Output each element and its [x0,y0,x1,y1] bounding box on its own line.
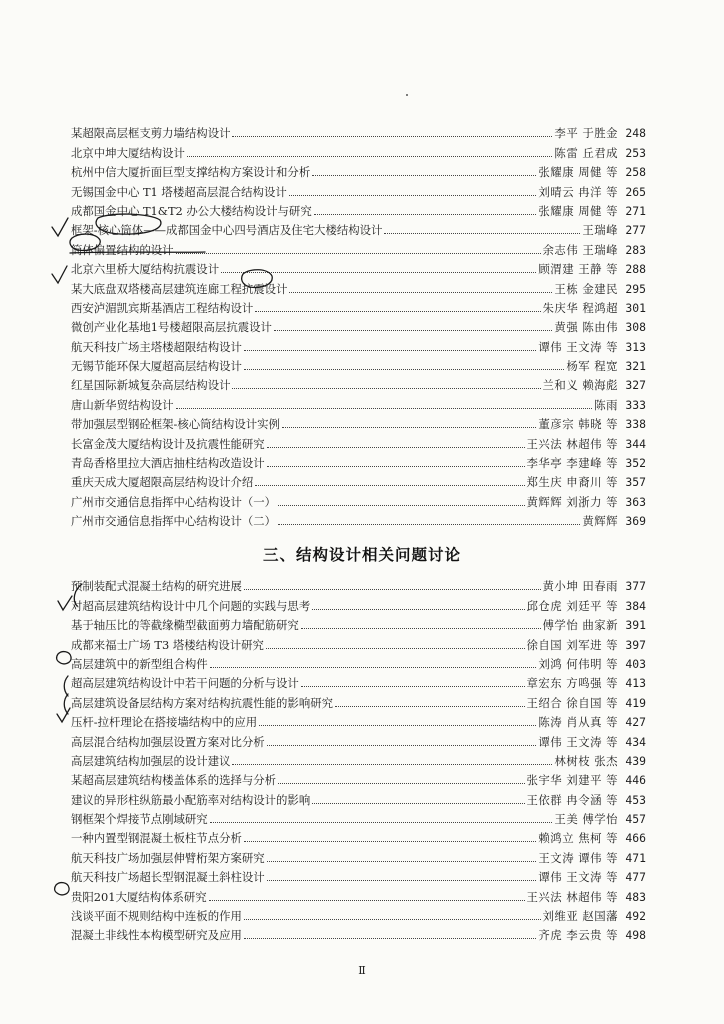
toc-entry[interactable] [71,613,646,632]
entry-title: 北京六里桥大厦结构抗震设计 [71,263,220,277]
entry-page: 333 [625,397,646,412]
entry-authors: 王兴法 林超伟 等 [526,436,618,451]
leader-dots [278,523,580,525]
entry-page: 391 [625,618,646,633]
entry-title: 成都来福士广场 T3 塔楼结构设计研究 [71,638,264,652]
toc-entry[interactable] [71,845,646,864]
leader-dots [266,647,525,649]
entry-authors: 董彦宗 韩晓 等 [538,417,618,432]
toc-entry[interactable] [71,412,646,431]
toc-entry[interactable] [71,470,646,489]
entry-page: 344 [625,436,646,451]
entry-title: 高层混合结构加强层设置方案对比分析 [71,735,265,749]
check-mark-icon [57,708,70,722]
entry-authors: 王兴法 林超伟 等 [526,889,618,904]
leader-dots [335,705,525,707]
entry-authors: 王依群 冉令涵 等 [526,792,618,807]
toc-entry[interactable] [71,671,646,690]
toc-entry[interactable] [71,179,646,198]
entry-authors: 兰和义 赖海彪 [542,378,618,393]
entry-title: 一种内置型钢混凝土板柱节点分析 [71,832,242,846]
entry-title: 某大底盘双塔楼高层建筑连廊工程抗震设计 [71,282,288,296]
entry-authors: 郑生庆 申裔川 等 [526,475,618,490]
entry-authors: 杨军 程宽 [566,359,618,374]
entry-authors: 齐虎 李云贵 等 [538,928,618,943]
toc-entry[interactable] [71,199,646,218]
entry-page: 301 [625,300,646,315]
entry-authors: 刘维亚 赵国藩 [542,909,618,924]
bracket-mark-icon [64,676,68,696]
toc-entry[interactable] [71,140,646,159]
toc-entry[interactable] [71,652,646,671]
entry-title: 微创产业化基地1号楼超限高层抗震设计 [71,321,272,335]
toc-entry[interactable] [71,296,646,315]
toc-entry[interactable] [71,593,646,612]
entry-title: 混凝土非线性本构模型研究及应用 [71,929,242,943]
entry-title: 高层建筑结构加强层的设计建议 [71,754,231,768]
entry-page: 457 [625,812,646,827]
entry-authors: 章宏东 方鸣强 等 [526,676,618,691]
entry-page: 427 [625,715,646,730]
toc-entry[interactable] [71,121,646,140]
entry-title: 广州市交通信息指挥中心结构设计（二） [71,515,277,529]
entry-page: 446 [625,773,646,788]
toc-entry[interactable] [71,807,646,826]
entry-title: 唐山新华贸结构设计 [71,398,174,412]
toc-entry[interactable] [71,768,646,787]
entry-title: 广州市交通信息指挥中心结构设计（一） [71,495,277,509]
entry-authors: 陈雨 [594,397,618,412]
toc-entry[interactable] [71,276,646,295]
leader-dots [209,899,525,901]
leader-dots [267,744,537,746]
entry-authors: 刘鸿 何伟明 等 [538,656,618,671]
toc-entry[interactable] [71,632,646,651]
entry-authors: 李华亭 李建峰 等 [526,456,618,471]
entry-page: 277 [625,223,646,238]
entry-page: 439 [625,753,646,768]
entry-authors: 陈雷 丘君成 [554,145,618,160]
entry-title: 贵阳201大厦结构体系研究 [71,890,207,904]
entry-title: 成都国金中心 T1&T2 办公大楼结构设计与研究 [71,204,312,218]
entry-page: 471 [625,850,646,865]
entry-title: 钢框架个焊接节点刚域研究 [71,813,208,827]
entry-title: 高层建筑中的新型组合构件 [71,657,208,671]
entry-page: 248 [625,126,646,141]
pen-circle-icon [57,652,71,664]
entry-authors: 刘晴云 冉洋 等 [538,184,618,199]
entry-authors: 余志伟 王瑞峰 [542,242,618,257]
entry-page: 419 [625,695,646,710]
entry-title: 某超高层建筑结构楼盖体系的选择与分析 [71,774,277,788]
bracket-mark-icon [64,694,68,714]
toc-entry[interactable] [71,218,646,237]
pen-circle-icon [55,883,69,895]
toc-entry[interactable] [71,923,646,942]
entry-title: 红星国际新城复杂高层结构设计 [71,379,231,393]
entry-authors: 张耀康 周健 等 [538,203,618,218]
entry-authors: 黄强 陈由伟 [554,320,618,335]
leader-dots [232,387,540,389]
entry-authors: 李平 于胜金 [554,126,618,141]
entry-page: 295 [625,281,646,296]
toc-entry[interactable] [71,904,646,923]
entry-authors: 黄辉辉 刘浙力 等 [526,494,618,509]
toc-entry[interactable] [71,729,646,748]
entry-title: 筒体偏置结构的设计 [71,243,174,257]
leader-dots [267,879,537,881]
entry-title: 重庆天成大厦超限高层结构设计介绍 [71,476,254,490]
leader-dots [301,627,541,629]
entry-authors: 顾渭建 王静 等 [538,262,618,277]
entry-page: 338 [625,417,646,432]
toc-entry[interactable] [71,237,646,256]
leader-dots [176,407,593,409]
entry-page: 453 [625,792,646,807]
entry-title: 无锡国金中心 T1 塔楼超高层混合结构设计 [71,185,287,199]
entry-authors: 朱庆华 程鸿超 [542,300,618,315]
toc-list-part-2 [71,574,646,942]
entry-authors: 赖鸿立 焦柯 等 [538,831,618,846]
toc-entry[interactable] [71,865,646,884]
entry-page: 369 [625,514,646,529]
entry-page: 377 [625,579,646,594]
leader-dots [244,349,537,351]
leader-dots [221,271,536,273]
toc-entry[interactable] [71,690,646,709]
entry-title: 航天科技广场主塔楼超限结构设计 [71,340,242,354]
toc-entry[interactable] [71,392,646,411]
leader-dots [187,155,553,157]
entry-title: 浅谈平面不规则结构中连板的作用 [71,910,242,924]
leader-dots [232,763,552,765]
leader-dots [259,724,536,726]
entry-title: 西安泸湄凯宾斯基酒店工程结构设计 [71,301,254,315]
leader-dots [267,446,525,448]
toc-entry[interactable] [71,574,646,593]
entry-title: 航天科技广场加强层伸臂桁架方案研究 [71,851,265,865]
leader-dots [176,252,541,254]
entry-page: 498 [625,928,646,943]
entry-page: 483 [625,889,646,904]
entry-page: 384 [625,598,646,613]
leader-dots [244,937,537,939]
leader-dots [210,821,553,823]
entry-page: 413 [625,676,646,691]
entry-title: 青岛香格里拉大酒店抽柱结构改造设计 [71,457,265,471]
entry-title: 对超高层建筑结构设计中几个问题的实践与思考 [71,599,311,613]
entry-authors: 黄辉辉 [582,514,618,529]
entry-title: 高层建筑设备层结构方案对结构抗震性能的影响研究 [71,696,333,710]
check-mark-icon [52,266,67,283]
entry-authors: 傅学怡 曲家新 [542,618,618,633]
leader-dots [244,588,541,590]
entry-page: 308 [625,320,646,335]
leader-dots [282,426,537,428]
leader-dots [278,782,524,784]
entry-page: 434 [625,734,646,749]
leader-dots [244,840,537,842]
toc-list-part-1 [71,121,646,528]
check-mark-icon [52,218,68,236]
leader-dots [289,194,537,196]
leader-dots [312,608,524,610]
entry-authors: 张宇华 刘建平 等 [526,773,618,788]
entry-title: 航天科技广场超长型钢混凝土斜柱设计 [71,871,265,885]
entry-page: 466 [625,831,646,846]
entry-authors: 徐自国 刘军进 等 [526,637,618,652]
entry-page: 258 [625,165,646,180]
entry-page: 492 [625,909,646,924]
leader-dots [301,685,525,687]
entry-page: 363 [625,494,646,509]
leader-dots [384,232,580,234]
entry-page: 321 [625,359,646,374]
scan-speck [406,94,408,96]
entry-page: 397 [625,637,646,652]
toc-entry[interactable] [71,373,646,392]
entry-authors: 谭伟 王文涛 等 [538,870,618,885]
toc-entry[interactable] [71,509,646,528]
entry-title: 杭州中信大厦折面巨型支撑结构方案设计和分析 [71,166,311,180]
leader-dots [312,802,524,804]
entry-title: 超高层建筑结构设计中若干问题的分析与设计 [71,677,299,691]
page-number: Ⅱ [358,964,366,977]
leader-dots [289,291,552,293]
entry-authors: 王栋 金建民 [554,281,618,296]
leader-dots [267,465,525,467]
entry-title: 框架-核心筒体——成都国金中心四号酒店及住宅大楼结构设计 [71,224,383,238]
entry-page: 253 [625,145,646,160]
leader-dots [267,860,537,862]
leader-dots [314,213,537,215]
entry-authors: 王文涛 谭伟 等 [538,850,618,865]
leader-dots [232,135,552,137]
toc-entry[interactable] [71,489,646,508]
entry-page: 313 [625,339,646,354]
toc-entry[interactable] [71,710,646,729]
entry-page: 265 [625,184,646,199]
leader-dots [278,504,524,506]
entry-page: 403 [625,656,646,671]
leader-dots [210,666,537,668]
leader-dots [274,329,553,331]
entry-authors: 谭伟 王文涛 等 [538,734,618,749]
leader-dots [244,918,541,920]
toc-entry[interactable] [71,334,646,353]
entry-title: 无锡节能环保大厦超高层结构设计 [71,360,242,374]
toc-entry[interactable] [71,315,646,334]
entry-title: 压杆-拉杆理论在搭接墙结构中的应用 [71,716,258,730]
entry-page: 477 [625,870,646,885]
entry-authors: 谭伟 王文涛 等 [538,339,618,354]
leader-dots [255,484,524,486]
entry-page: 283 [625,242,646,257]
entry-authors: 陈涛 肖从真 等 [538,715,618,730]
toc-entry[interactable] [71,787,646,806]
entry-authors: 邱仓虎 刘廷平 等 [526,598,618,613]
entry-authors: 黄小坤 田春雨 [542,579,618,594]
leader-dots [255,310,540,312]
entry-title: 北京中坤大厦结构设计 [71,146,185,160]
entry-page: 327 [625,378,646,393]
toc-entry[interactable] [71,451,646,470]
entry-title: 基于轴压比的等截缘椭型截面剪力墙配筋研究 [71,619,299,633]
entry-authors: 张耀康 周健 等 [538,165,618,180]
toc-entry[interactable] [71,257,646,276]
entry-page: 271 [625,203,646,218]
entry-title: 某超限高层框支剪力墙结构设计 [71,127,231,141]
entry-title: 带加强层型钢砼框架-核心筒结构设计实例 [71,418,280,432]
leader-dots [312,174,536,176]
section-heading: 三、结构设计相关问题讨论 [262,546,461,564]
toc-entry[interactable] [71,160,646,179]
entry-page: 288 [625,262,646,277]
entry-authors: 林树枝 张杰 [554,753,618,768]
entry-authors: 王瑞峰 [582,223,618,238]
entry-title: 预制装配式混凝土结构的研究进展 [71,580,242,594]
entry-authors: 王绍合 徐自国 等 [526,695,618,710]
toc-entry[interactable] [71,749,646,768]
toc-entry[interactable] [71,431,646,450]
entry-title: 长富金茂大厦结构设计及抗震性能研究 [71,437,265,451]
entry-authors: 王美 傅学怡 [554,812,618,827]
toc-entry[interactable] [71,826,646,845]
leader-dots [244,368,564,370]
check-mark-icon [58,596,72,610]
entry-title: 建议的异形柱纵筋最小配筋率对结构设计的影响 [71,793,311,807]
entry-page: 352 [625,456,646,471]
toc-entry[interactable] [71,354,646,373]
entry-page: 357 [625,475,646,490]
toc-entry[interactable] [71,884,646,903]
